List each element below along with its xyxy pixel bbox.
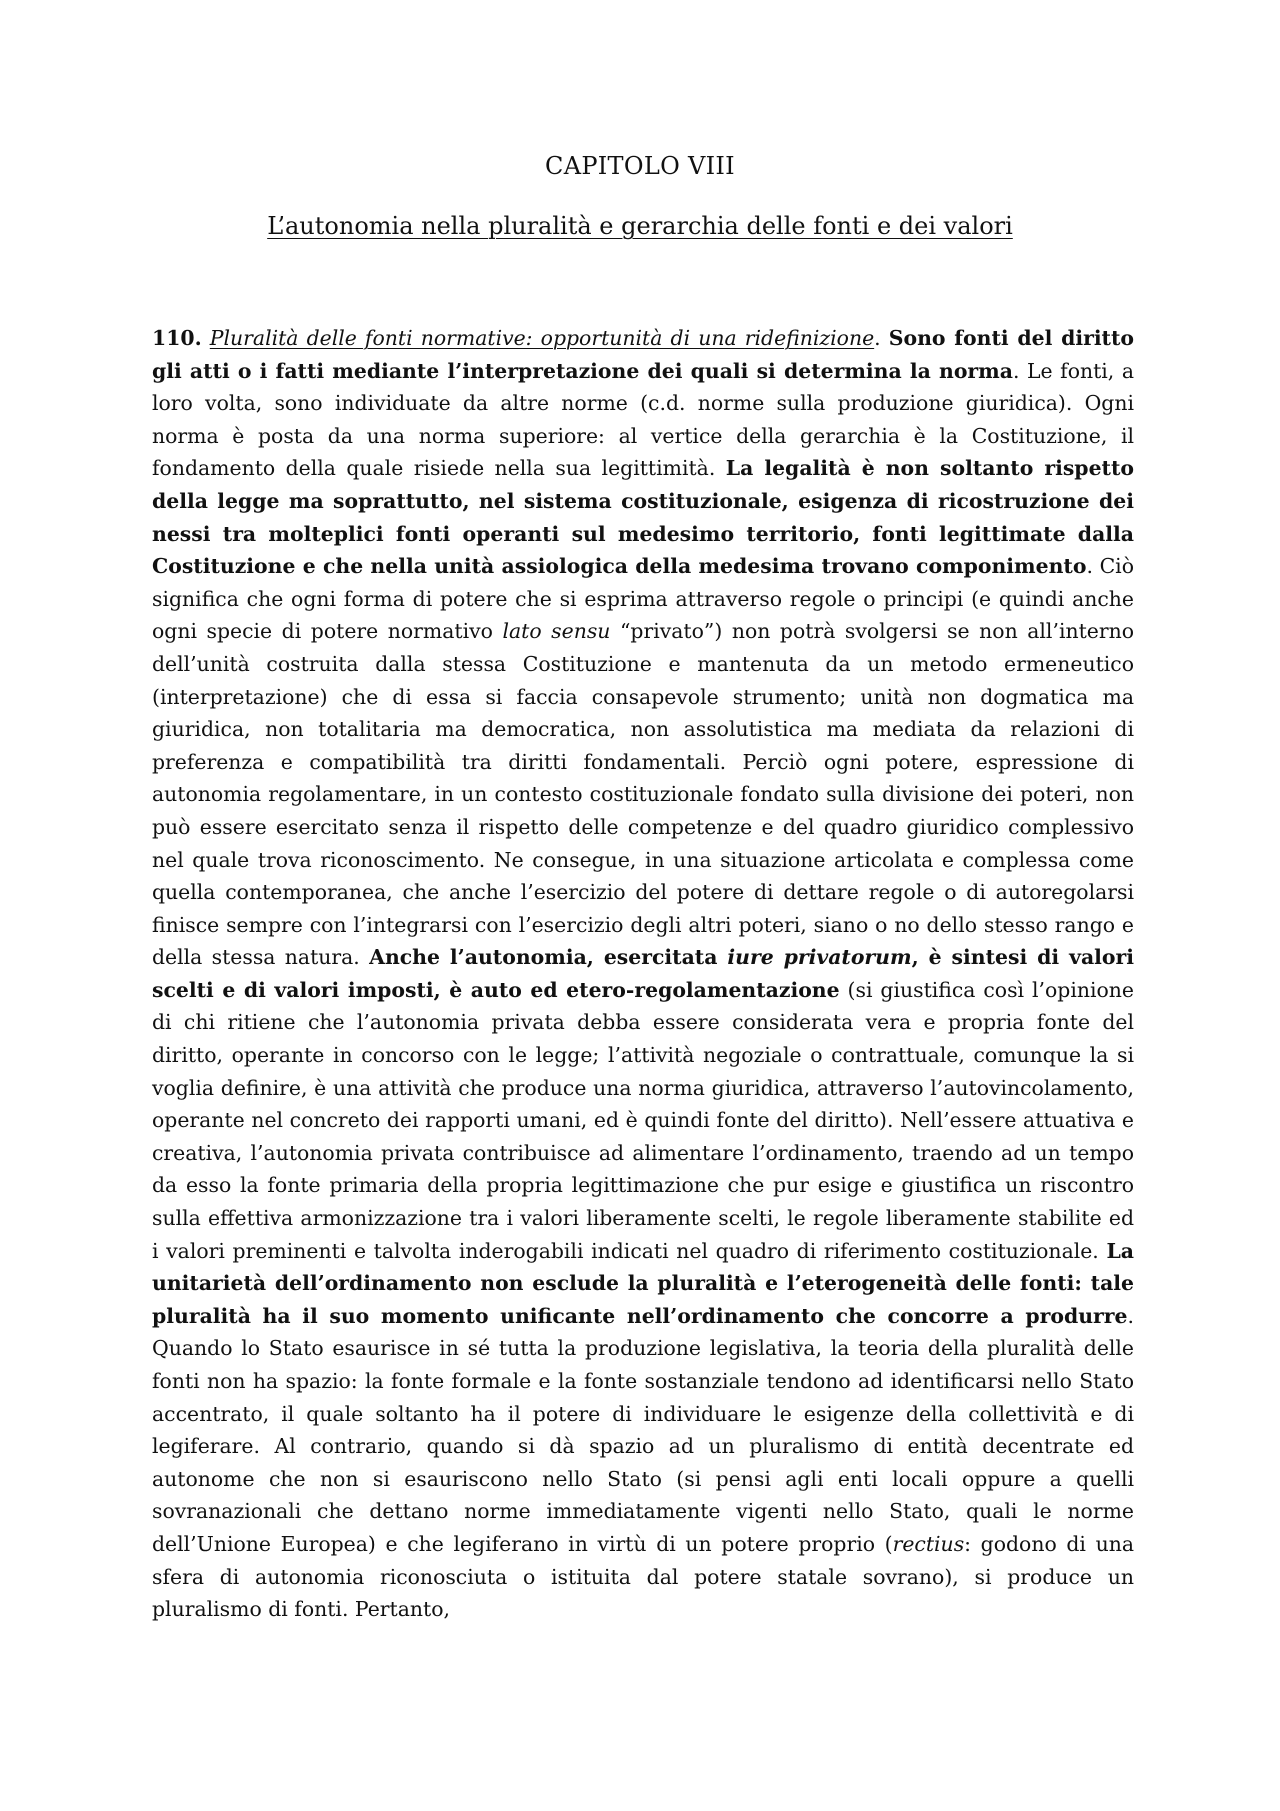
- italic-term: rectius: [892, 1531, 965, 1556]
- text-segment: “privato”) non potrà svolgersi se non all’interno dell’unità costruita dalla stessa Costituzione e mantenuta da un metodo ermeneutico (interpretazione) che di essa si faccia consapevole strumento; unità non dogmatica ma giuridica, non totalitaria ma democratica, non assolutistica ma mediata da relazioni di preferenza e compatibilità tra diritti fondamentali. Perciò ogni potere, espressione di autonomia regolamentare, in un contesto costituzionale fondato sulla divisione dei poteri, non può essere esercitato senza il rispetto delle competenze e del quadro giuridico complessivo nel quale trova riconoscimento. Ne consegue, in una situazione articolata e complessa come quella contemporanea, che anche l’esercizio del potere di dettare regole o di autoregolarsi finisce sempre con l’integrarsi con l’esercizio degli altri poteri, siano o no dello stesso rango e della stessa natura.: [152, 619, 1135, 970]
- bold-italic-term-text: iure privatorum: [727, 945, 912, 970]
- text-segment: . Quando lo Stato esaurisce in sé tutta la produzione legislativa, la teoria della pluralità delle fonti non ha spazio: la fonte formale e la fonte sostanziale tendono ad identificarsi nello Stato accentrato, il quale soltanto ha il potere di individuare le esigenze della collettività e di legiferare. Al contrario, quando si dà spazio ad un pluralismo di entità decentrate ed autonome che non si esauriscono nello Stato (si pensi agli enti locali oppure a quelli sovranazionali che dettano norme immediatamente vigenti nello Stato, quali le norme dell’Unione Europea) e che legiferano in virtù di un potere proprio (: [152, 1303, 1134, 1556]
- bold-statement: Anche l’autonomia, esercitata: [369, 945, 728, 970]
- section-number: 110.: [152, 326, 202, 350]
- text-segment: [881, 326, 889, 350]
- bold-statement: , è sintesi di valori scelti e di valori imposti, è auto ed etero-regolamentazione: [152, 945, 1134, 1002]
- text-segment: : godono di una sfera di autonomia riconosciuta o istituita dal potere statale sovrano), si produce un pluralismo di fonti. Pertanto,: [152, 1531, 1134, 1622]
- chapter-number: CAPITOLO VIII: [545, 152, 735, 180]
- italic-term: lato sensu: [502, 619, 611, 644]
- section-title: Pluralità delle fonti normative: opportunità di una ridefinizione: [209, 326, 875, 350]
- bold-statement: La unitarietà dell’ordinamento non esclude la pluralità e l’eterogeneità delle fonti: tale pluralità ha il suo momento unificante nell’ordinamento che concorre a produrre: [152, 1238, 1134, 1328]
- bold-statement: Sono fonti del diritto gli atti o i fatti mediante l’interpretazione dei quali si determina la norma: [152, 326, 1134, 383]
- bold-italic-term: [727, 945, 911, 969]
- text-segment: (si giustifica così l’opinione di chi ritiene che l’autonomia privata debba essere considerata vera e propria fonte del diritto, operante in concorso con le legge; l’attività negoziale o contrattuale, comunque la si voglia definire, è una attività che produce una norma giuridica, attraverso l’autovincolamento, operante nel concreto dei rapporti umani, ed è quindi fonte del diritto). Nell’essere attuativa e creativa, l’autonomia privata contribuisce ad alimentare l’ordinamento, traendo ad un tempo da esso la fonte primaria della propria legittimazione che pur esige e giustifica un riscontro sulla effettiva armonizzazione tra i valori liberamente scelti, le regole liberamente stabilite ed i valori preminenti e talvolta inderogabili indicati nel quadro di riferimento costituzionale.: [152, 977, 1134, 1263]
- chapter-title: [0, 212, 1280, 240]
- chapter-title-text: L’autonomia nella pluralità e gerarchia delle fonti e dei valori: [267, 212, 1013, 240]
- text-segment: . Le fonti, a loro volta, sono individuate da altre norme (c.d. norme sulla produzione giuridica). Ogni norma è posta da una norma superiore: al vertice della gerarchia è la Costituzione, il fondamento della quale risiede nella sua legittimità.: [152, 358, 1134, 481]
- section-title-period: .: [874, 326, 881, 350]
- bold-statement: La legalità è non soltanto rispetto della legge ma soprattutto, nel sistema costituzionale, esigenza di ricostruzione dei nessi tra molteplici fonti operanti sul medesimo territorio, fonti legittimate dalla Costituzione e che nella unità assiologica della medesima trovano componimento: [152, 456, 1134, 579]
- text-segment: . Ciò significa che ogni forma di potere che si esprima attraverso regole o principi (e quindi anche ogni specie di potere normativo: [152, 554, 1134, 644]
- section-paragraph: [152, 322, 1134, 1626]
